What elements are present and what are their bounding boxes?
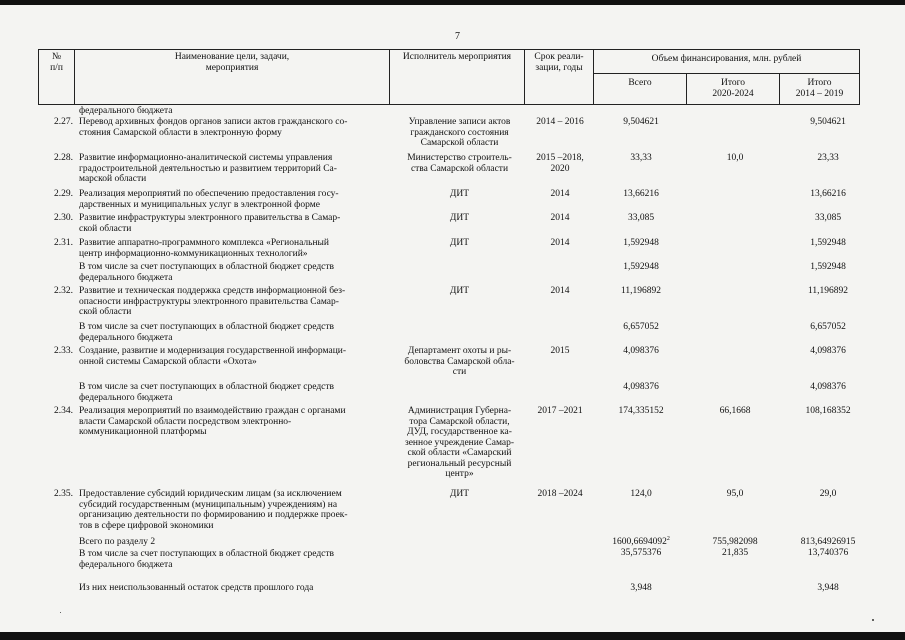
row-name: В том числе за счет поступающих в областной бюджет средств федерального бюджета: [79, 262, 335, 283]
row-total: 9,504621: [623, 117, 659, 127]
row-total-2020-2024: 66,1668: [719, 406, 751, 416]
row-number: 2.35.: [54, 489, 73, 499]
top-border: [0, 0, 905, 5]
header-2020-2024: Итого 2020-2024: [712, 78, 754, 99]
row-name: Из них неиспользованный остаток средств прошлого года: [79, 583, 314, 593]
row-total-2020-2024: 21,835: [721, 548, 749, 558]
row-total: 3,948: [630, 583, 652, 593]
row-executor: ДИТ: [449, 213, 470, 223]
row-term: 2017 –2021: [537, 406, 583, 416]
row-total-2014-2019: 1,592948: [810, 262, 846, 272]
row-term: 2015 –2018, 2020: [536, 153, 584, 174]
row-total-2014-2019: 23,33: [817, 153, 839, 163]
footnote-mark: 2: [666, 535, 670, 542]
row-term: 2014: [550, 213, 570, 223]
header-executor: Исполнитель мероприятия: [402, 52, 512, 62]
row-executor: Департамент охоты и ры- боловства Самарской обла- сти: [404, 346, 515, 377]
row-number: 2.29.: [54, 189, 73, 199]
header-term: Срок реали- зации, годы: [534, 52, 584, 73]
row-executor: ДИТ: [449, 286, 470, 296]
row-number: 2.27.: [54, 117, 73, 127]
row-total-2014-2019: 4,098376: [810, 382, 846, 392]
row-name: Реализация мероприятий по взаимодействию граждан с органами власти Самарской области посредством электронно- коммуникационной платформы: [79, 406, 346, 437]
row-total-2014-2019: 13,740376: [807, 548, 849, 558]
row-name: Создание, развитие и модернизация государственной информаци- онной системы Самарской области «Охота»: [79, 346, 347, 367]
row-total: 35,575376: [620, 548, 662, 558]
row-total-2014-2019: 33,085: [814, 213, 842, 223]
row-total-2020-2024: 755,982098: [712, 537, 758, 547]
row-term: 2015: [550, 346, 570, 356]
row-executor: ДИТ: [449, 189, 470, 199]
row-executor: ДИТ: [449, 489, 470, 499]
row-term: 2014: [550, 189, 570, 199]
row-executor: Министерство строитель- ства Самарской области: [407, 153, 512, 174]
row-number: 2.32.: [54, 286, 73, 296]
row-total-2020-2024: 95,0: [726, 489, 744, 499]
row-term: 2014: [550, 238, 570, 248]
row-total-2014-2019: 29,0: [819, 489, 837, 499]
row-name: Развитие аппаратно-программного комплекса «Региональный центр информационно-коммуникационных технологий»: [79, 238, 330, 259]
row-executor: Администрация Губерна- тора Самарской области, ДУД, государственное ка- зенное учреждение Самар- ской области «Самарский региональный ресурсный центр»: [404, 406, 515, 479]
bottom-border: [0, 632, 905, 640]
row-total: 13,66216: [623, 189, 659, 199]
row-total: 124,0: [630, 489, 652, 499]
row-name: Развитие инфраструктуры электронного правительства в Самар- ской области: [79, 213, 341, 234]
row-name: Развитие информационно-аналитической системы управления градостроительной деятельностью и развитием территорий Са- марской области: [79, 153, 337, 184]
row-number: 2.30.: [54, 213, 73, 223]
row-total-2020-2024: 10,0: [726, 153, 744, 163]
row-term: 2018 –2024: [537, 489, 583, 499]
header-funding: Объем финансирования, млн. рублей: [651, 54, 802, 64]
row-name: федерального бюджета: [79, 106, 173, 116]
row-name: Всего по разделу 2: [79, 537, 156, 547]
row-total: 1600,6694092$^2$: [612, 535, 670, 547]
row-total: 4,098376: [623, 346, 659, 356]
header-2014-2019: Итого 2014 – 2019: [795, 78, 844, 99]
row-name: Реализация мероприятий по обеспечению предоставления госу- дарственных и муниципальных услуг в электронной форме: [79, 189, 339, 210]
row-total-2014-2019: 13,66216: [810, 189, 846, 199]
header-total: Всего: [628, 78, 652, 88]
row-total: 6,657052: [623, 322, 659, 332]
row-total-2014-2019: 9,504621: [810, 117, 846, 127]
row-total: 4,098376: [623, 382, 659, 392]
row-total-2014-2019: 1,592948: [810, 238, 846, 248]
row-number: 2.31.: [54, 238, 73, 248]
row-total-2014-2019: 11,196892: [807, 286, 849, 296]
row-executor: ДИТ: [449, 238, 470, 248]
row-total-2014-2019: 3,948: [817, 583, 839, 593]
row-name: В том числе за счет поступающих в областной бюджет средств федерального бюджета: [79, 322, 335, 343]
row-name: Предоставление субсидий юридическим лицам (за исключением субсидий государственным (муниципальным) учреждениям) на организацию деятельности по формированию и поддержке проек- тов в сфере цифровой экономики: [79, 489, 348, 531]
row-name: В том числе за счет поступающих в областной бюджет средств федерального бюджета: [79, 549, 335, 570]
row-name: В том числе за счет поступающих в областной бюджет средств федерального бюджета: [79, 382, 335, 403]
row-total: 1,592948: [623, 262, 659, 272]
row-term: 2014 – 2016: [536, 117, 584, 127]
row-name: Развитие и техническая поддержка средств информационной без- опасности инфраструктуры электронного правительства Самар- ской области: [79, 286, 346, 317]
row-total: 11,196892: [620, 286, 662, 296]
row-total: 1,592948: [623, 238, 659, 248]
row-number: 2.28.: [54, 153, 73, 163]
row-total: 33,085: [627, 213, 655, 223]
row-total-2014-2019: 108,168352: [805, 406, 851, 416]
row-total-2014-2019: 6,657052: [810, 322, 846, 332]
row-total-2014-2019: 813,64926915: [800, 537, 856, 547]
page-number: 7: [455, 31, 460, 42]
scan-dot: [872, 619, 874, 621]
row-total: 33,33: [630, 153, 652, 163]
row-number: 2.33.: [54, 346, 73, 356]
row-number: 2.34.: [54, 406, 73, 416]
row-total-2014-2019: 4,098376: [810, 346, 846, 356]
row-term: 2014: [550, 286, 570, 296]
row-name: Перевод архивных фондов органов записи актов гражданского со- стояния Самарской области в электронную форму: [79, 117, 348, 138]
scan-dot: [60, 612, 61, 613]
header-name: Наименование цели, задачи, мероприятия: [174, 52, 290, 73]
header-num: № п/п: [50, 52, 63, 73]
row-total: 174,335152: [618, 406, 664, 416]
row-executor: Управление записи актов гражданского состояния Самарской области: [408, 117, 511, 148]
